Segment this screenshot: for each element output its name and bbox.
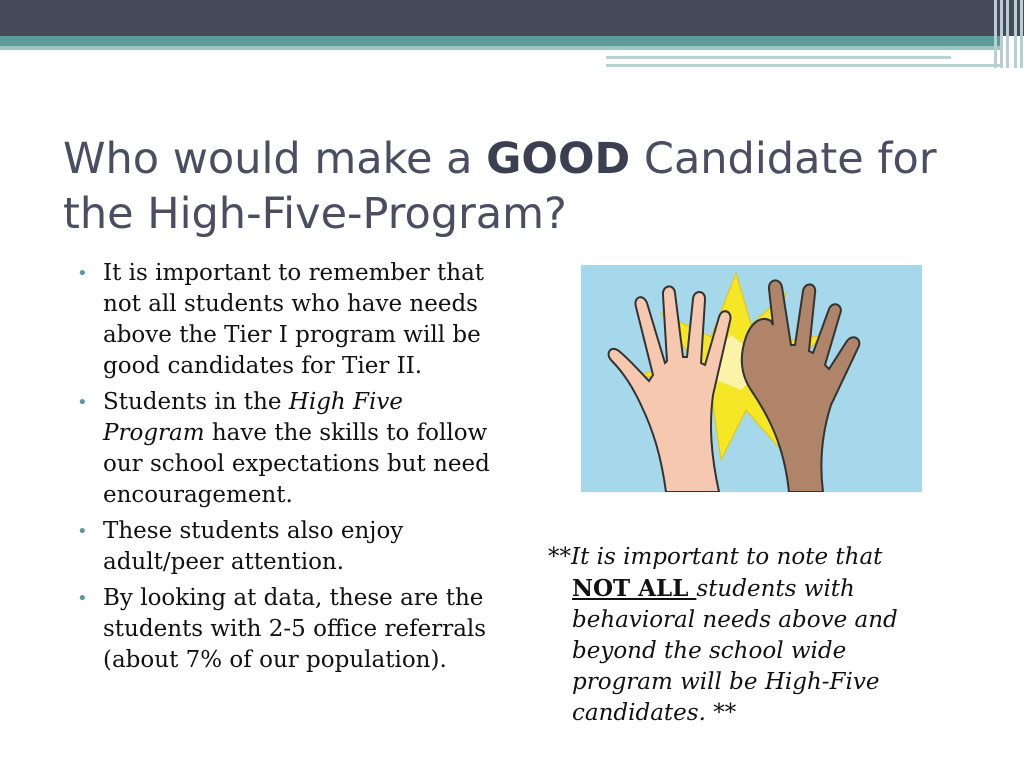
slide-title	[63, 132, 963, 242]
decorative-line-upper	[606, 56, 951, 59]
decorative-line-lower	[606, 64, 1000, 67]
bullet-item	[75, 387, 495, 511]
bullet-dot-icon: •	[77, 588, 88, 609]
bullet-list	[75, 258, 495, 681]
teal-accent-band	[0, 36, 1000, 46]
bullet-dot-icon: •	[77, 392, 88, 413]
title-part2: Candidate for the High-Five-Program?	[63, 134, 937, 239]
note-emphasis: NOT ALL	[572, 575, 697, 602]
note-prefix: **	[548, 544, 571, 570]
bullet-item	[75, 516, 495, 578]
bullet-text: It is important to remember that not all students who have needs above the Tier I program will be good candidates for Tier II.	[103, 260, 485, 379]
decorative-vertical-stripes	[992, 0, 1024, 68]
title-emphasis: GOOD	[486, 134, 631, 184]
bullet-text-before: Students in the	[103, 389, 289, 415]
bullet-text: These students also enjoy adult/peer attention.	[103, 518, 404, 575]
bullet-item	[75, 258, 495, 382]
bullet-text-after: have the skills to follow our school expectations but need encouragement.	[103, 420, 490, 508]
note-line1: It is important to note that	[571, 544, 883, 570]
title-part1: Who would make a	[63, 134, 487, 184]
bullet-dot-icon: •	[77, 263, 88, 284]
top-header-bar	[0, 0, 1024, 36]
note-body	[548, 573, 948, 729]
bullet-dot-icon: •	[77, 521, 88, 542]
bullet-text: By looking at data, these are the students with 2-5 office referrals (about 7% of our population).	[103, 585, 487, 673]
bullet-text-italic: High Five Program	[103, 389, 403, 446]
note-rest: students with behavioral needs above and beyond the school wide program will be High-Five candidates. **	[572, 576, 898, 726]
teal-accent-stripe	[0, 46, 1000, 50]
bullet-item	[75, 583, 495, 676]
important-note	[548, 542, 948, 729]
high-five-hands-image	[581, 265, 922, 492]
